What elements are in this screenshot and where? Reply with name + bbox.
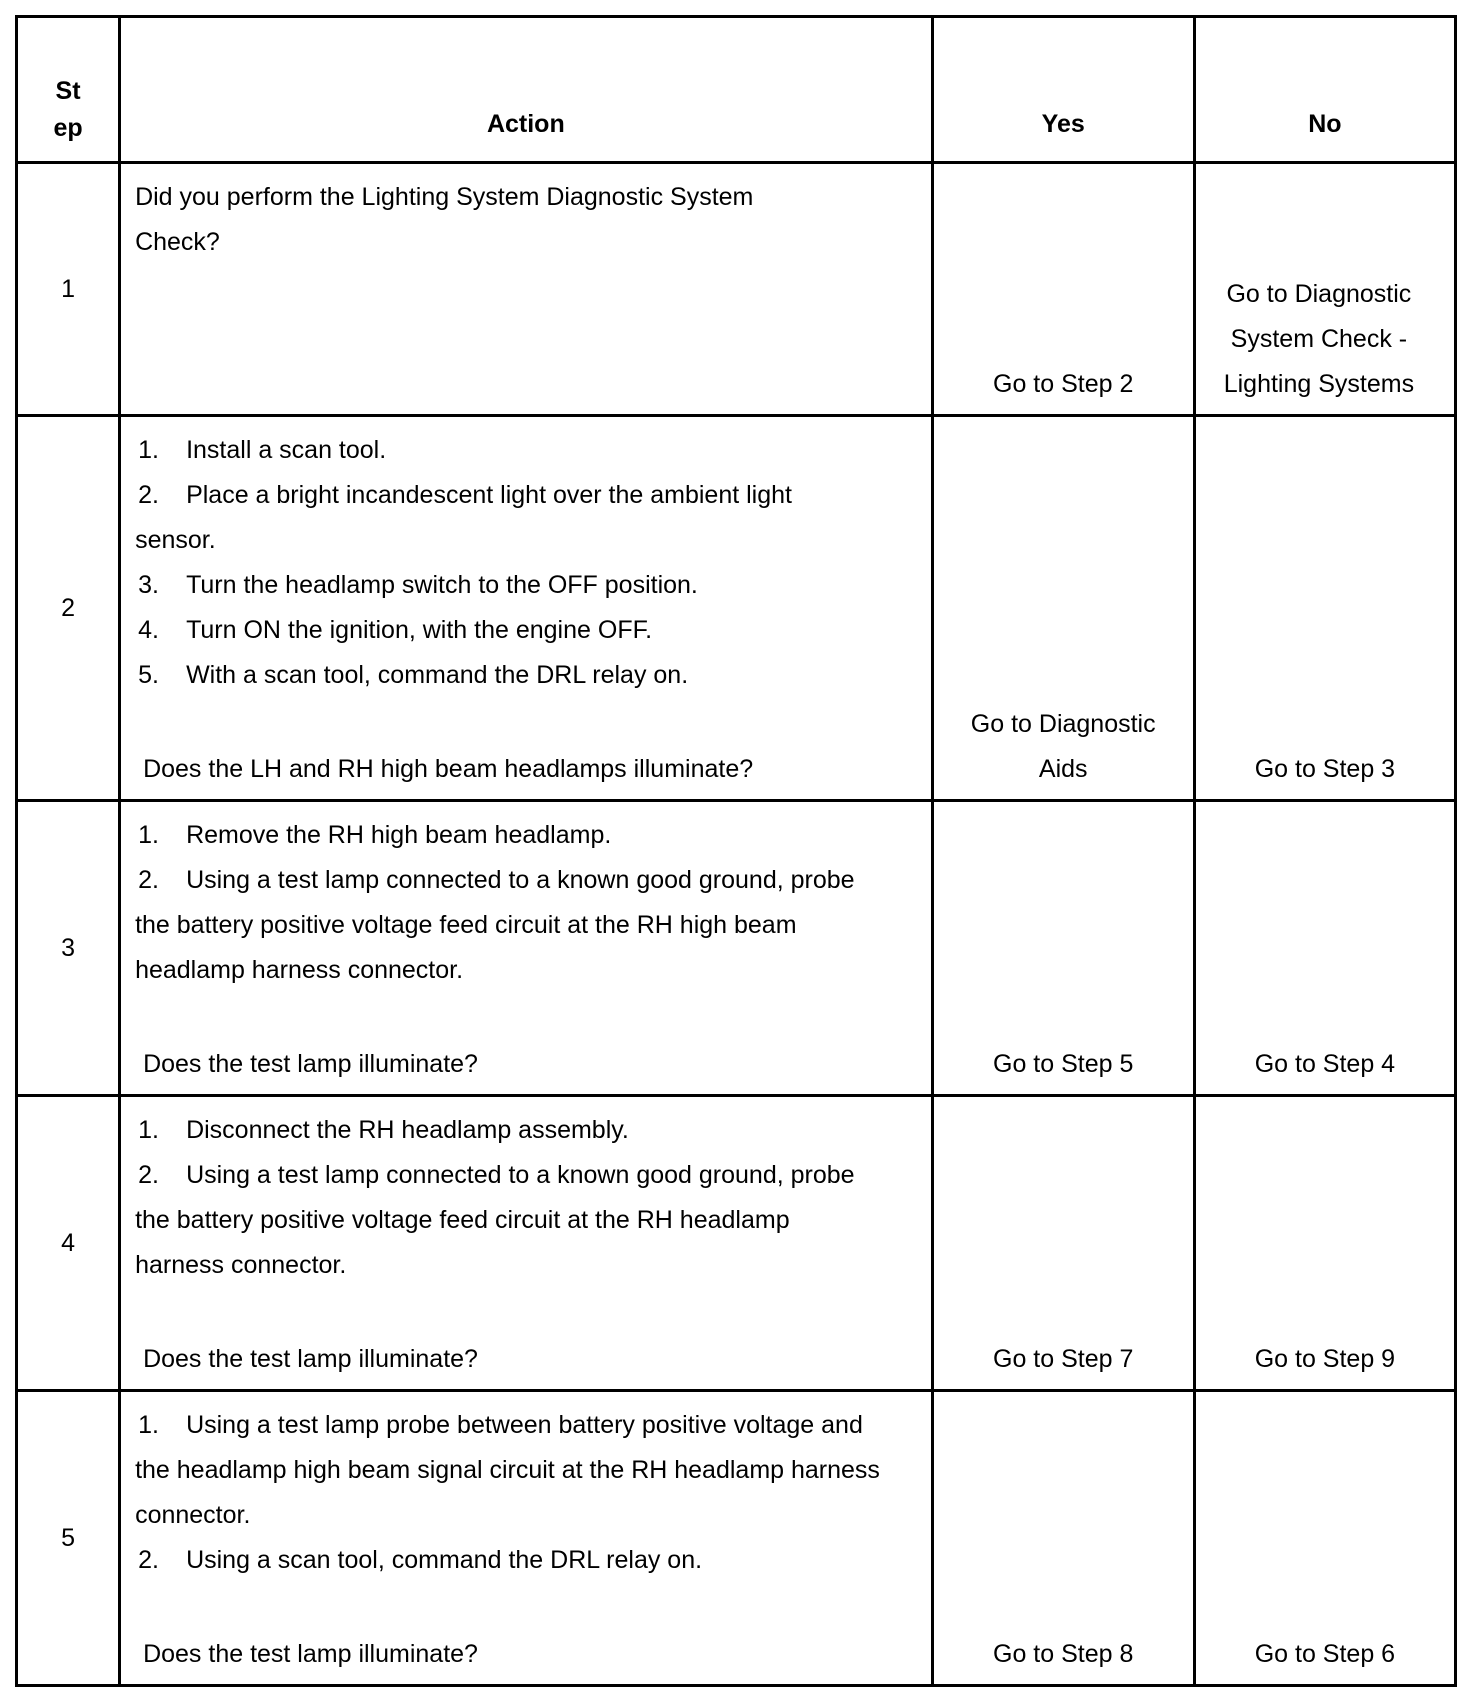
table-row	[17, 1096, 1456, 1391]
yes-cell: Go to Step 5	[932, 801, 1194, 1096]
action-cell	[120, 163, 933, 416]
yes-text: Go to Diagnostic Aids	[970, 710, 1156, 783]
header-yes: Yes	[932, 17, 1194, 163]
action-item: 2. Place a bright incandescent light over the ambient light sensor.	[135, 481, 792, 554]
action-item: 5. With a scan tool, command the DRL relay on.	[138, 661, 689, 689]
header-step-l1: St	[55, 77, 81, 105]
yes-cell	[932, 416, 1194, 801]
yes-cell: Go to Step 8	[932, 1391, 1194, 1686]
action-item: 2. Using a scan tool, command the DRL relay on.	[138, 1546, 703, 1574]
table-row	[17, 801, 1456, 1096]
action-cell	[120, 801, 933, 1096]
action-text: Did you perform the Lighting System Diagnostic System Check?	[135, 183, 754, 256]
no-cell: Go to Step 9	[1194, 1096, 1455, 1391]
action-item: 2. Using a test lamp connected to a known good ground, probe the battery positive voltage feed circuit at the RH headlamp harness connector.	[135, 1161, 855, 1279]
action-item: 1. Using a test lamp probe between battery positive voltage and the headlamp high beam signal circuit at the RH headlamp harness connector.	[135, 1411, 880, 1529]
table-row	[17, 163, 1456, 416]
step-number: 3	[17, 801, 120, 1096]
step-number: 1	[17, 163, 120, 416]
no-cell	[1194, 163, 1455, 416]
table-row	[17, 1391, 1456, 1686]
action-item: 1. Disconnect the RH headlamp assembly.	[138, 1116, 629, 1144]
action-item: 4. Turn ON the ignition, with the engine OFF.	[138, 616, 653, 644]
action-item: 1. Remove the RH high beam headlamp.	[138, 821, 612, 849]
header-step	[17, 17, 120, 163]
table-header-row	[17, 17, 1456, 163]
no-cell: Go to Step 6	[1194, 1391, 1455, 1686]
no-text: Go to Diagnostic System Check - Lighting Systems	[1223, 280, 1415, 398]
header-action: Action	[120, 17, 933, 163]
action-cell	[120, 416, 933, 801]
action-item: 2. Using a test lamp connected to a known good ground, probe the battery positive voltage feed circuit at the RH high beam headlamp harness connector.	[135, 866, 855, 984]
action-cell	[120, 1096, 933, 1391]
table-row	[17, 416, 1456, 801]
header-no: No	[1194, 17, 1455, 163]
action-item: 3. Turn the headlamp switch to the OFF position.	[138, 571, 698, 599]
step-number: 2	[17, 416, 120, 801]
yes-cell: Go to Step 2	[932, 163, 1194, 416]
step-number: 4	[17, 1096, 120, 1391]
yes-cell: Go to Step 7	[932, 1096, 1194, 1391]
action-cell	[120, 1391, 933, 1686]
no-cell: Go to Step 4	[1194, 801, 1455, 1096]
no-cell: Go to Step 3	[1194, 416, 1455, 801]
action-question: Does the LH and RH high beam headlamps illuminate?	[143, 755, 754, 783]
header-step-l2: ep	[53, 114, 83, 142]
step-number: 5	[17, 1391, 120, 1686]
action-item: 1. Install a scan tool.	[138, 436, 387, 464]
action-question: Does the test lamp illuminate?	[143, 1640, 478, 1668]
diagnostic-table	[15, 15, 1457, 1687]
action-question: Does the test lamp illuminate?	[143, 1345, 478, 1373]
action-question: Does the test lamp illuminate?	[143, 1050, 478, 1078]
